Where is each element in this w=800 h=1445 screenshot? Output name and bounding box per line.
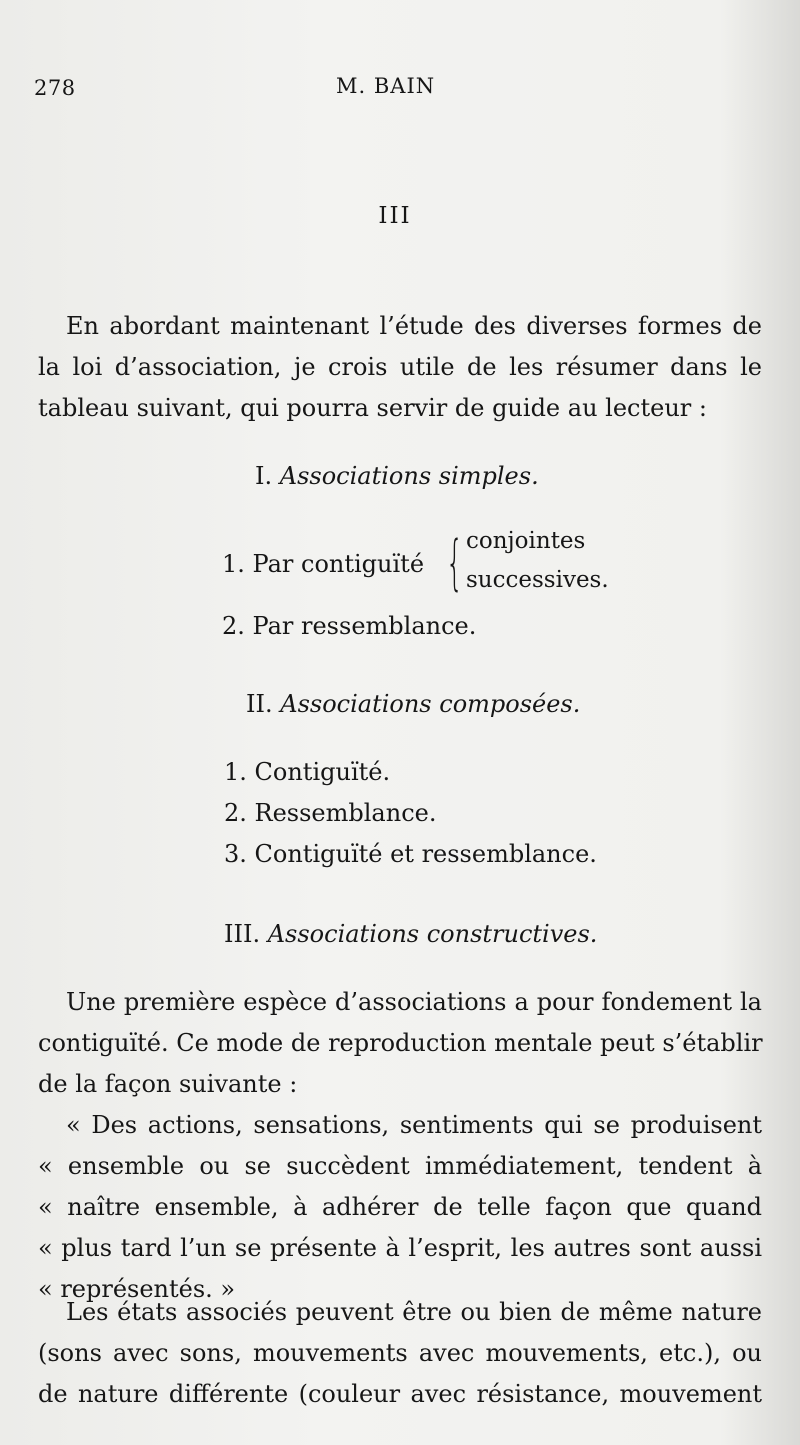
text-line: « Des actions, sensations, sentiments qui se produisent <box>66 1111 762 1139</box>
group-title-composed <box>246 690 580 718</box>
intro-paragraph <box>38 306 762 429</box>
contiguity-paragraph <box>38 982 762 1105</box>
text-line: « représentés. » <box>38 1275 236 1303</box>
group-name: Associations simples. <box>279 462 539 490</box>
table-item: 2. Ressemblance. <box>224 799 437 827</box>
table-item: 2. Par ressemblance. <box>222 612 477 640</box>
table-item: 3. Contiguïté et ressemblance. <box>224 840 597 868</box>
group-title-constructive <box>224 920 597 948</box>
text-line: « naître ensemble, à adhérer de telle façon que quand <box>38 1193 762 1221</box>
page-number: 278 <box>34 76 76 100</box>
text-line: de nature différente (couleur avec résistance, mouvement <box>38 1380 762 1408</box>
text-line: En abordant maintenant l’étude des diverses formes de <box>66 312 762 340</box>
page-header <box>34 70 760 104</box>
group-name: Associations composées. <box>280 690 581 718</box>
text-line: Une première espèce d’associations a pour fondement la <box>66 988 762 1016</box>
text-line: « ensemble ou se succèdent immédiatement, tendent à <box>38 1152 762 1180</box>
group-number: I. <box>255 462 273 490</box>
group-title-simple <box>255 462 539 490</box>
table-item: 1. Contiguïté. <box>224 758 391 786</box>
text-line: contiguïté. Ce mode de reproduction mentale peut s’établir <box>38 1029 763 1057</box>
text-line: (sons avec sons, mouvements avec mouvements, etc.), ou <box>38 1339 762 1367</box>
table-item: 1. Par contiguïté <box>222 550 425 578</box>
text-line: Les états associés peuvent être ou bien de même nature <box>66 1298 762 1326</box>
table-subitem: conjointes <box>466 528 586 554</box>
text-line: tableau suivant, qui pourra servir de guide au lecteur : <box>38 394 707 422</box>
group-number: III. <box>224 920 261 948</box>
text-line: de la façon suivante : <box>38 1070 298 1098</box>
running-head: M. BAIN <box>336 74 436 98</box>
text-line: « plus tard l’un se présente à l’esprit, les autres sont aussi <box>38 1234 762 1262</box>
group-number: II. <box>246 690 273 718</box>
quotation-paragraph <box>38 1105 762 1310</box>
section-heading: III <box>378 203 412 229</box>
group-name: Associations constructives. <box>267 920 598 948</box>
associated-states-paragraph <box>38 1292 762 1415</box>
brace-glyph: { <box>446 528 464 598</box>
text-line: la loi d’association, je crois utile de les résumer dans le <box>38 353 762 381</box>
table-subitem: successives. <box>466 567 609 593</box>
